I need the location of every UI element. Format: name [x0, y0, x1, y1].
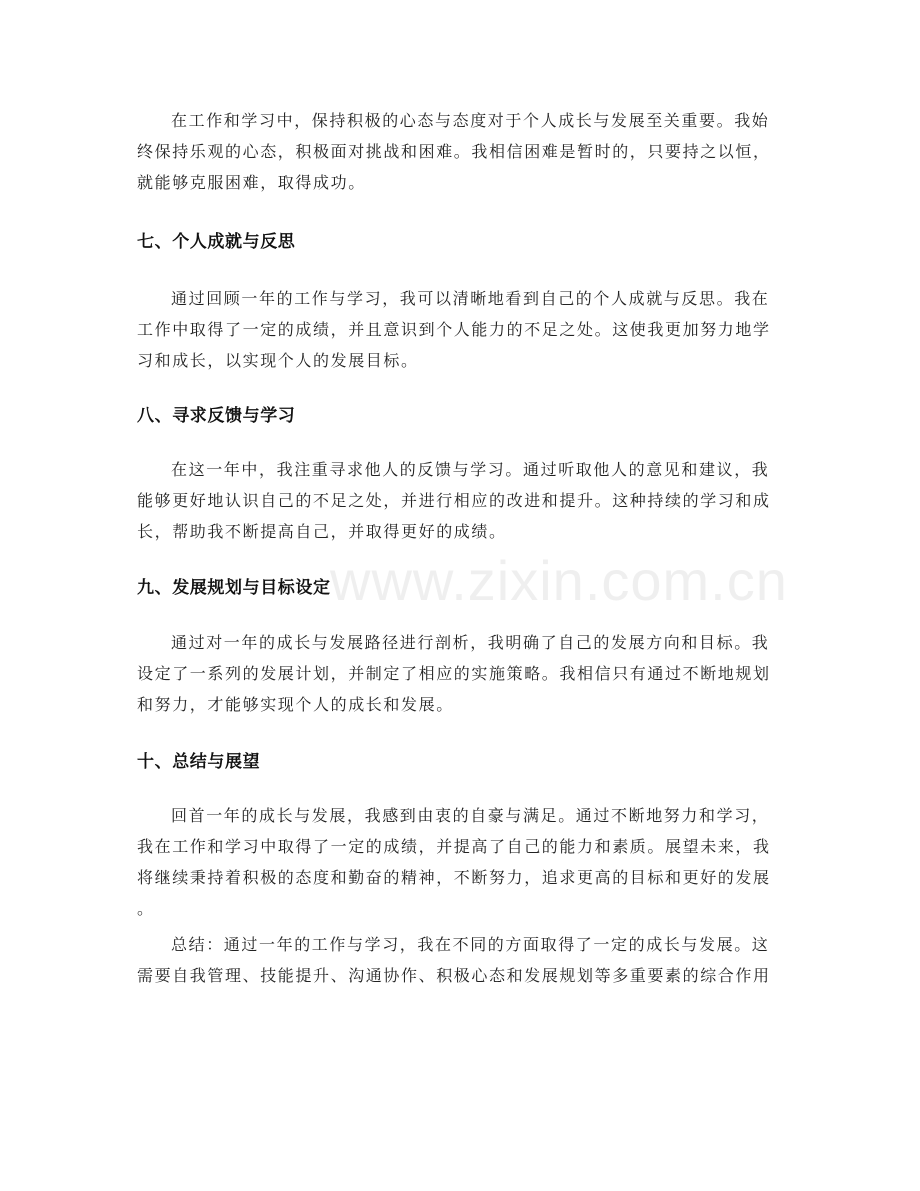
paragraph-summary-outlook — [137, 800, 787, 924]
paragraph-conclusion — [137, 929, 787, 991]
paragraph-positive-mindset — [137, 105, 787, 198]
text-line: 设定了一系列的发展计划，并制定了相应的实施策略。我相信只有通过不断地规划 — [137, 664, 771, 683]
text-line: 长，帮助我不断提高自己，并取得更好的成绩。 — [137, 522, 507, 541]
text-line: 终保持乐观的心态，积极面对挑战和困难。我相信困难是暂时的，只要持之以恒， — [137, 142, 771, 161]
text-line: 回首一年的成长与发展，我感到由衷的自豪与满足。通过不断地努力和学习， — [171, 806, 770, 825]
section-heading-9: 九、发展规划与目标设定 — [137, 578, 331, 598]
section-heading-8: 八、寻求反馈与学习 — [137, 406, 296, 426]
text-line: 能够更好地认识自己的不足之处，并进行相应的改进和提升。这种持续的学习和成 — [137, 491, 771, 510]
watermark: www.zixin.com.cn — [330, 549, 788, 612]
text-line: 在这一年中，我注重寻求他人的反馈与学习。通过听取他人的意见和建议，我 — [171, 460, 770, 479]
text-line: 通过对一年的成长与发展路径进行剖析，我明确了自己的发展方向和目标。我 — [171, 633, 770, 652]
text-line: 我在工作和学习中取得了一定的成绩，并提高了自己的能力和素质。展望未来，我 — [137, 837, 771, 856]
paragraph-achievement-reflection — [137, 283, 787, 376]
paragraph-feedback-learning — [137, 454, 787, 547]
text-line: 在工作和学习中，保持积极的心态与态度对于个人成长与发展至关重要。我始 — [171, 111, 770, 130]
section-heading-10: 十、总结与展望 — [137, 752, 261, 772]
text-line: 总结：通过一年的工作与学习，我在不同的方面取得了一定的成长与发展。这 — [171, 935, 770, 954]
paragraph-development-planning — [137, 627, 787, 720]
text-line: 。 — [137, 899, 155, 918]
text-line: 就能够克服困难，取得成功。 — [137, 173, 366, 192]
section-heading-7: 七、个人成就与反思 — [137, 232, 296, 252]
text-line: 工作中取得了一定的成绩，并且意识到个人能力的不足之处。这使我更加努力地学 — [137, 320, 771, 339]
text-line: 将继续秉持着积极的态度和勤奋的精神，不断努力，追求更高的目标和更好的发展 — [137, 868, 771, 887]
text-line: 需要自我管理、技能提升、沟通协作、积极心态和发展规划等多重要素的综合作用 — [137, 966, 771, 985]
text-line: 和努力，才能够实现个人的成长和发展。 — [137, 695, 454, 714]
text-line: 习和成长，以实现个人的发展目标。 — [137, 351, 419, 370]
text-line: 通过回顾一年的工作与学习，我可以清晰地看到自己的个人成就与反思。我在 — [171, 289, 770, 308]
